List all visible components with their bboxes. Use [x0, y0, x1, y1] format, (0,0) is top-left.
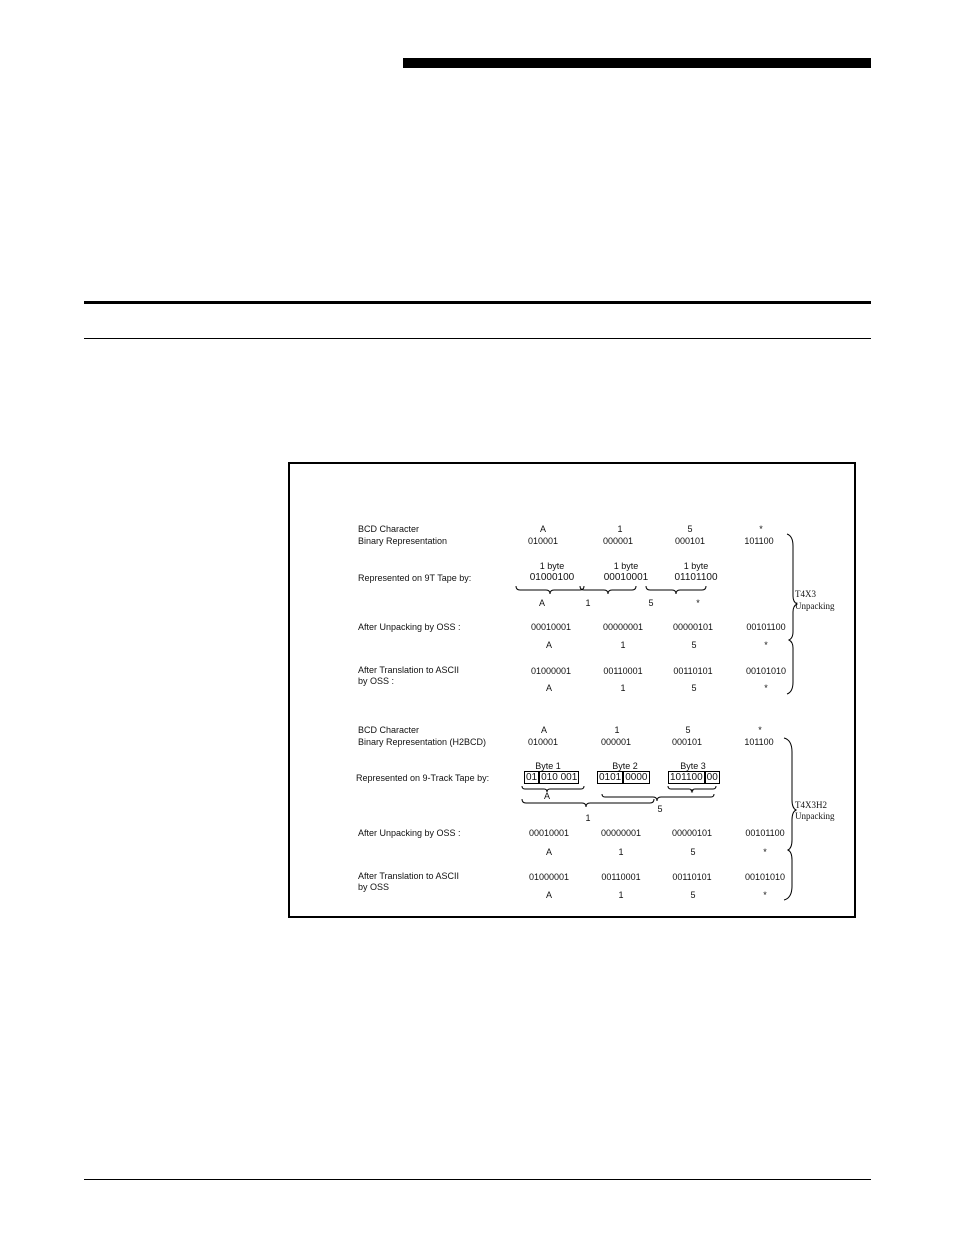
bottom-translated-a: 01000001	[528, 872, 570, 882]
top-translated-char-1: 1	[620, 683, 626, 693]
top-brace-char-star: *	[696, 598, 700, 608]
bottom-trans-label-2: by OSS	[358, 882, 390, 892]
bottom-translated-char-a: A	[545, 890, 553, 900]
header-thick-rule	[403, 58, 871, 68]
section-rule-bottom	[84, 338, 871, 339]
bottom-byte-label-3: Byte 3	[680, 761, 706, 771]
bottom-brace-char-star: *	[690, 788, 694, 798]
top-bcd-char-label: BCD Character	[358, 524, 420, 534]
bottom-trans-label-1: After Translation to ASCII	[358, 871, 460, 881]
top-unpacked-char-a: A	[545, 640, 553, 650]
top-translated-a: 01000001	[530, 666, 572, 676]
top-byte-2: 00010001	[603, 572, 649, 583]
bottom-unpacked-5: 00000101	[671, 828, 713, 838]
bottom-bracket-label-1: T4X3H2	[795, 800, 827, 810]
bottom-byte-1-part-a: 01	[526, 772, 538, 783]
top-translated-char-star: *	[764, 683, 768, 693]
bottom-binary-1: 000001	[600, 737, 632, 747]
bottom-translated-star: 00101010	[744, 872, 786, 882]
top-byte-3: 01101100	[674, 572, 718, 583]
top-byte-label-2: 1 byte	[613, 561, 639, 571]
bottom-byte-label-1: Byte 1	[535, 761, 561, 771]
bottom-byte-3-part-b: 00	[706, 772, 718, 783]
bottom-char-1: 1	[614, 725, 620, 735]
bottom-binary-star: 101100	[744, 737, 774, 747]
top-byte-label-3: 1 byte	[683, 561, 709, 571]
top-unpacked-star: 00101100	[746, 622, 786, 632]
top-brace-char-1: 1	[585, 598, 591, 608]
top-bracket-label-1: T4X3	[795, 589, 816, 599]
top-byte-label-1: 1 byte	[539, 561, 565, 571]
bottom-char-a: A	[540, 725, 548, 735]
bottom-binary-a: 010001	[527, 737, 559, 747]
bottom-translated-5: 00110101	[672, 872, 712, 882]
top-translated-star: 00101010	[745, 666, 787, 676]
top-unpacked-char-1: 1	[620, 640, 626, 650]
bottom-unpacked-star: 00101100	[745, 828, 785, 838]
top-binary-5: 000101	[674, 536, 706, 546]
bottom-char-5: 5	[685, 725, 691, 735]
bottom-translated-1: 00110001	[601, 872, 641, 882]
top-unpacked-5: 00000101	[672, 622, 714, 632]
bottom-brace-char-a: A	[543, 791, 551, 801]
top-binary-label: Binary Representation	[358, 536, 448, 546]
bottom-translated-char-1: 1	[618, 890, 624, 900]
top-binary-star: 101100	[744, 536, 774, 546]
section-rule-top	[84, 301, 871, 304]
bottom-bcd-char-label: BCD Character	[358, 725, 420, 735]
top-brace-char-5: 5	[648, 598, 654, 608]
top-binary-1: 000001	[602, 536, 634, 546]
bottom-translated-char-star: *	[763, 890, 767, 900]
bottom-unpacked-a: 00010001	[528, 828, 570, 838]
top-char-1: 1	[617, 524, 623, 534]
top-unpacked-char-5: 5	[691, 640, 697, 650]
top-tape-label: Represented on 9T Tape by:	[358, 573, 472, 583]
top-char-5: 5	[687, 524, 693, 534]
bottom-unpacked-char-5: 5	[690, 847, 696, 857]
top-char-a: A	[539, 524, 547, 534]
bottom-unpacked-1: 00000001	[600, 828, 642, 838]
bottom-byte-label-2: Byte 2	[612, 761, 638, 771]
bottom-char-star: *	[758, 725, 762, 735]
top-translated-char-5: 5	[691, 683, 697, 693]
top-unpacked-a: 00010001	[530, 622, 572, 632]
bottom-tape-label: Represented on 9-Track Tape by:	[356, 773, 490, 783]
bottom-unpack-label: After Unpacking by OSS :	[358, 828, 461, 838]
bottom-byte-3-part-a: 101100	[670, 772, 703, 783]
top-trans-label-1: After Translation to ASCII	[358, 665, 460, 675]
footer-rule	[84, 1179, 871, 1180]
top-bracket-label-2: Unpacking	[795, 601, 835, 611]
top-binary-a: 010001	[527, 536, 559, 546]
bottom-byte-2-part-a: 0101	[599, 772, 622, 783]
top-unpacked-1: 00000001	[602, 622, 644, 632]
bottom-bracket-label-2: Unpacking	[795, 811, 835, 821]
bottom-unpacked-char-a: A	[545, 847, 553, 857]
top-char-star: *	[759, 524, 763, 534]
top-trans-label-2: by OSS :	[358, 676, 395, 686]
bottom-binary-label: Binary Representation (H2BCD)	[358, 737, 487, 747]
top-translated-5: 00110101	[673, 666, 713, 676]
top-unpacked-char-star: *	[764, 640, 768, 650]
bottom-translated-char-5: 5	[690, 890, 696, 900]
top-translated-char-a: A	[545, 683, 553, 693]
bottom-unpacked-char-1: 1	[618, 847, 624, 857]
top-translated-1: 00110001	[603, 666, 643, 676]
bottom-byte-1-part-b: 010 001	[541, 772, 578, 783]
bottom-unpacked-char-star: *	[763, 847, 767, 857]
top-brace-char-a: A	[538, 598, 546, 608]
top-unpack-label: After Unpacking by OSS :	[358, 622, 461, 632]
bottom-brace-char-1: 1	[585, 813, 591, 823]
bottom-binary-5: 000101	[671, 737, 703, 747]
bottom-byte-2-part-b: 0000	[625, 772, 648, 783]
figure-braces	[290, 464, 856, 918]
bottom-brace-char-5: 5	[657, 804, 663, 814]
top-byte-1: 01000100	[529, 572, 575, 583]
bcd-unpacking-figure	[288, 462, 856, 918]
